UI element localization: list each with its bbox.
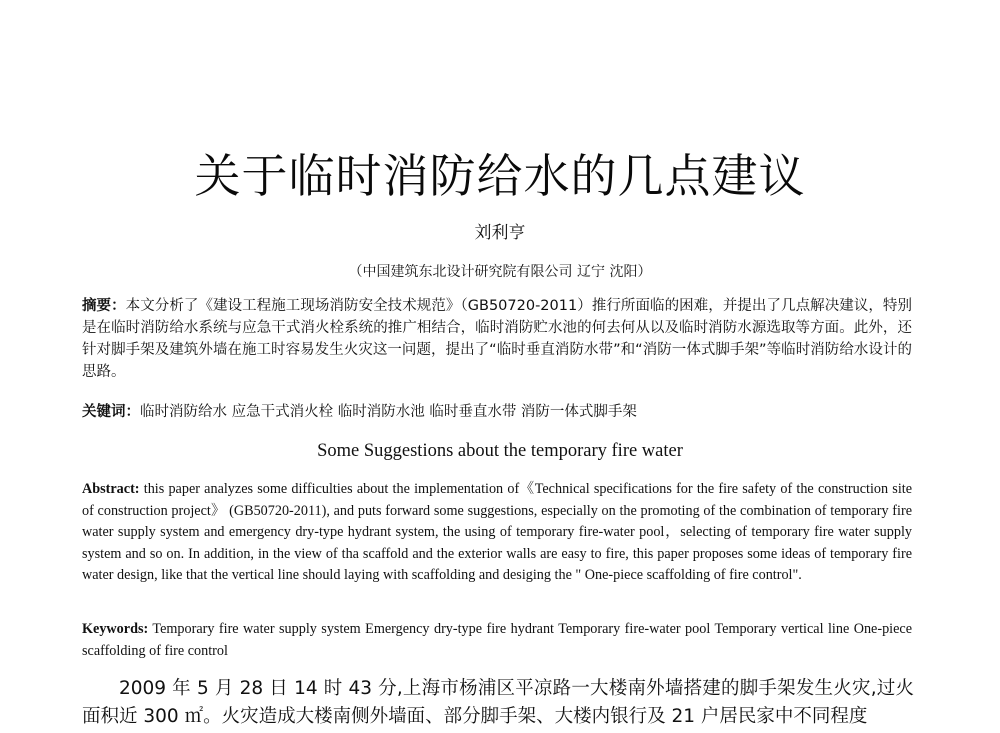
keywords-cn-label: 关键词： bbox=[82, 404, 140, 420]
abstract-cn-text: 本文分析了《建设工程施工现场消防安全技术规范》（GB50720-2011）推行所面临的困难，并提出了几点解决建议，特别是在临时消防给水系统与应急干式消火栓系统的推广相结合，临时消防贮水池的何去何从以及临时消防水源选取等方面。此外，还针对脚手架及建筑外墙在施工时容易发生火灾这一问题，提出了“临时垂直消防水带”和“消防一体式脚手架”等临时消防给水设计的思路。 bbox=[82, 298, 912, 380]
english-title: Some Suggestions about the temporary fire water bbox=[317, 441, 683, 461]
keywords-cn-text: 临时消防给水 应急干式消火栓 临时消防水池 临时垂直水带 消防一体式脚手架 bbox=[140, 404, 637, 420]
body-paragraph: 2009 年 5 月 28 日 14 时 43 分,上海市杨浦区平凉路一大楼南外墙搭建的脚手架发生火灾,过火面积近 300 ㎡。火灾造成大楼南侧外墙面、部分脚手架、大楼内银行及 21 户居民家中不同程度 bbox=[82, 678, 914, 727]
affiliation: （中国建筑东北设计研究院有限公司 辽宁 沈阳） bbox=[348, 264, 652, 280]
abstract-en-text: this paper analyzes some difficulties about the implementation of《Technical specifications for the fire safety of the construction site of construction project》 (GB50720-2011), and puts forward some suggestions, especially on the promoting of the combination of temporary fire water supply system and emergency dry-type hydrant system, the using of temporary fire-water pool，selecting of temporary fire water supply system and so on. In addition, in the view of tha scaffold and the exterior walls are easy to fire, this paper proposes some ideas of temporary fire water design, like that the vertical line should laying with scaffolding and desiging the " One-piece scaffolding of fire control". bbox=[82, 481, 912, 584]
abstract-en bbox=[82, 479, 912, 587]
keywords-cn bbox=[82, 401, 912, 423]
keywords-en bbox=[82, 619, 912, 662]
abstract-cn-label: 摘要： bbox=[82, 298, 126, 314]
keywords-en-text: Temporary fire water supply system Emergency dry-type fire hydrant Temporary fire-water pool Temporary vertical line One-piece scaffolding of fire control bbox=[82, 621, 912, 659]
keywords-en-label: Keywords: bbox=[82, 621, 149, 637]
abstract-en-label: Abstract: bbox=[82, 481, 140, 497]
paper-title: 关于临时消防给水的几点建议 bbox=[194, 149, 806, 203]
abstract-cn bbox=[82, 295, 912, 383]
author-name: 刘利亨 bbox=[474, 223, 526, 243]
